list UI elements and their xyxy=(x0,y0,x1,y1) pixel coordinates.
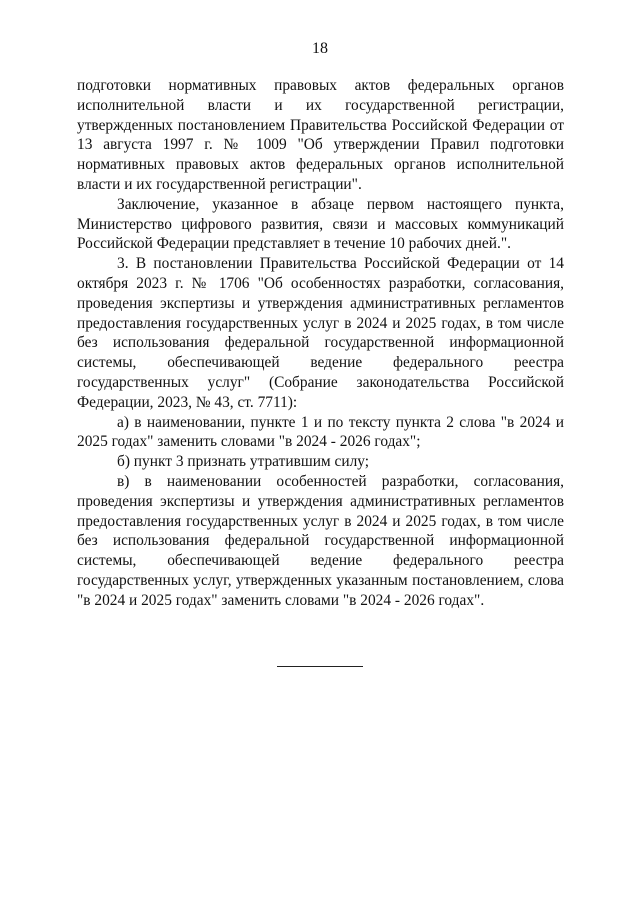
end-separator-line xyxy=(277,666,363,667)
paragraph-subitem-v: в) в наименовании особенностей разработки, согласования, проведения экспертизы и утверждения административных регламентов предоставления государственных услуг в 2024 и 2025 годах, в том числе без использования федеральной государственной информационной системы, обеспечивающей ведение федерального реестра государственных услуг, утвержденных указанным постановлением, слова "в 2024 и 2025 годах" заменить словами "в 2024 - 2026 годах". xyxy=(77,472,564,609)
paragraph-conclusion: Заключение, указанное в абзаце первом настоящего пункта, Министерство цифрового развития, связи и массовых коммуникаций Российской Федерации представляет в течение 10 рабочих дней.". xyxy=(77,195,564,253)
paragraph-continuation: подготовки нормативных правовых актов федеральных органов исполнительной власти и их государственной регистрации, утвержденных постановлением Правительства Российской Федерации от 13 августа 1997 г. № 1009 "Об утверждении Правил подготовки нормативных правовых актов федеральных органов исполнительной власти и их государственной регистрации". xyxy=(77,77,564,193)
page-number: 18 xyxy=(312,40,328,57)
paragraph-item-3: 3. В постановлении Правительства Российской Федерации от 14 октября 2023 г. № 1706 "Об особенностях разработки, согласования, проведения экспертизы и утверждения административных регламентов предоставления государственных услуг в 2024 и 2025 годах, в том числе без использования федеральной государственной информационной системы, обеспечивающей ведение федерального реестра государственных услуг" (Собрание законодательства Российской Федерации, 2023, № 43, ст. 7711): xyxy=(77,255,564,411)
paragraph-subitem-b: б) пункт 3 признать утратившим силу; xyxy=(117,453,370,471)
paragraph-subitem-a: а) в наименовании, пункте 1 и по тексту пункта 2 слова "в 2024 и 2025 годах" заменить словами "в 2024 - 2026 годах"; xyxy=(77,413,564,451)
document-body xyxy=(77,76,564,611)
